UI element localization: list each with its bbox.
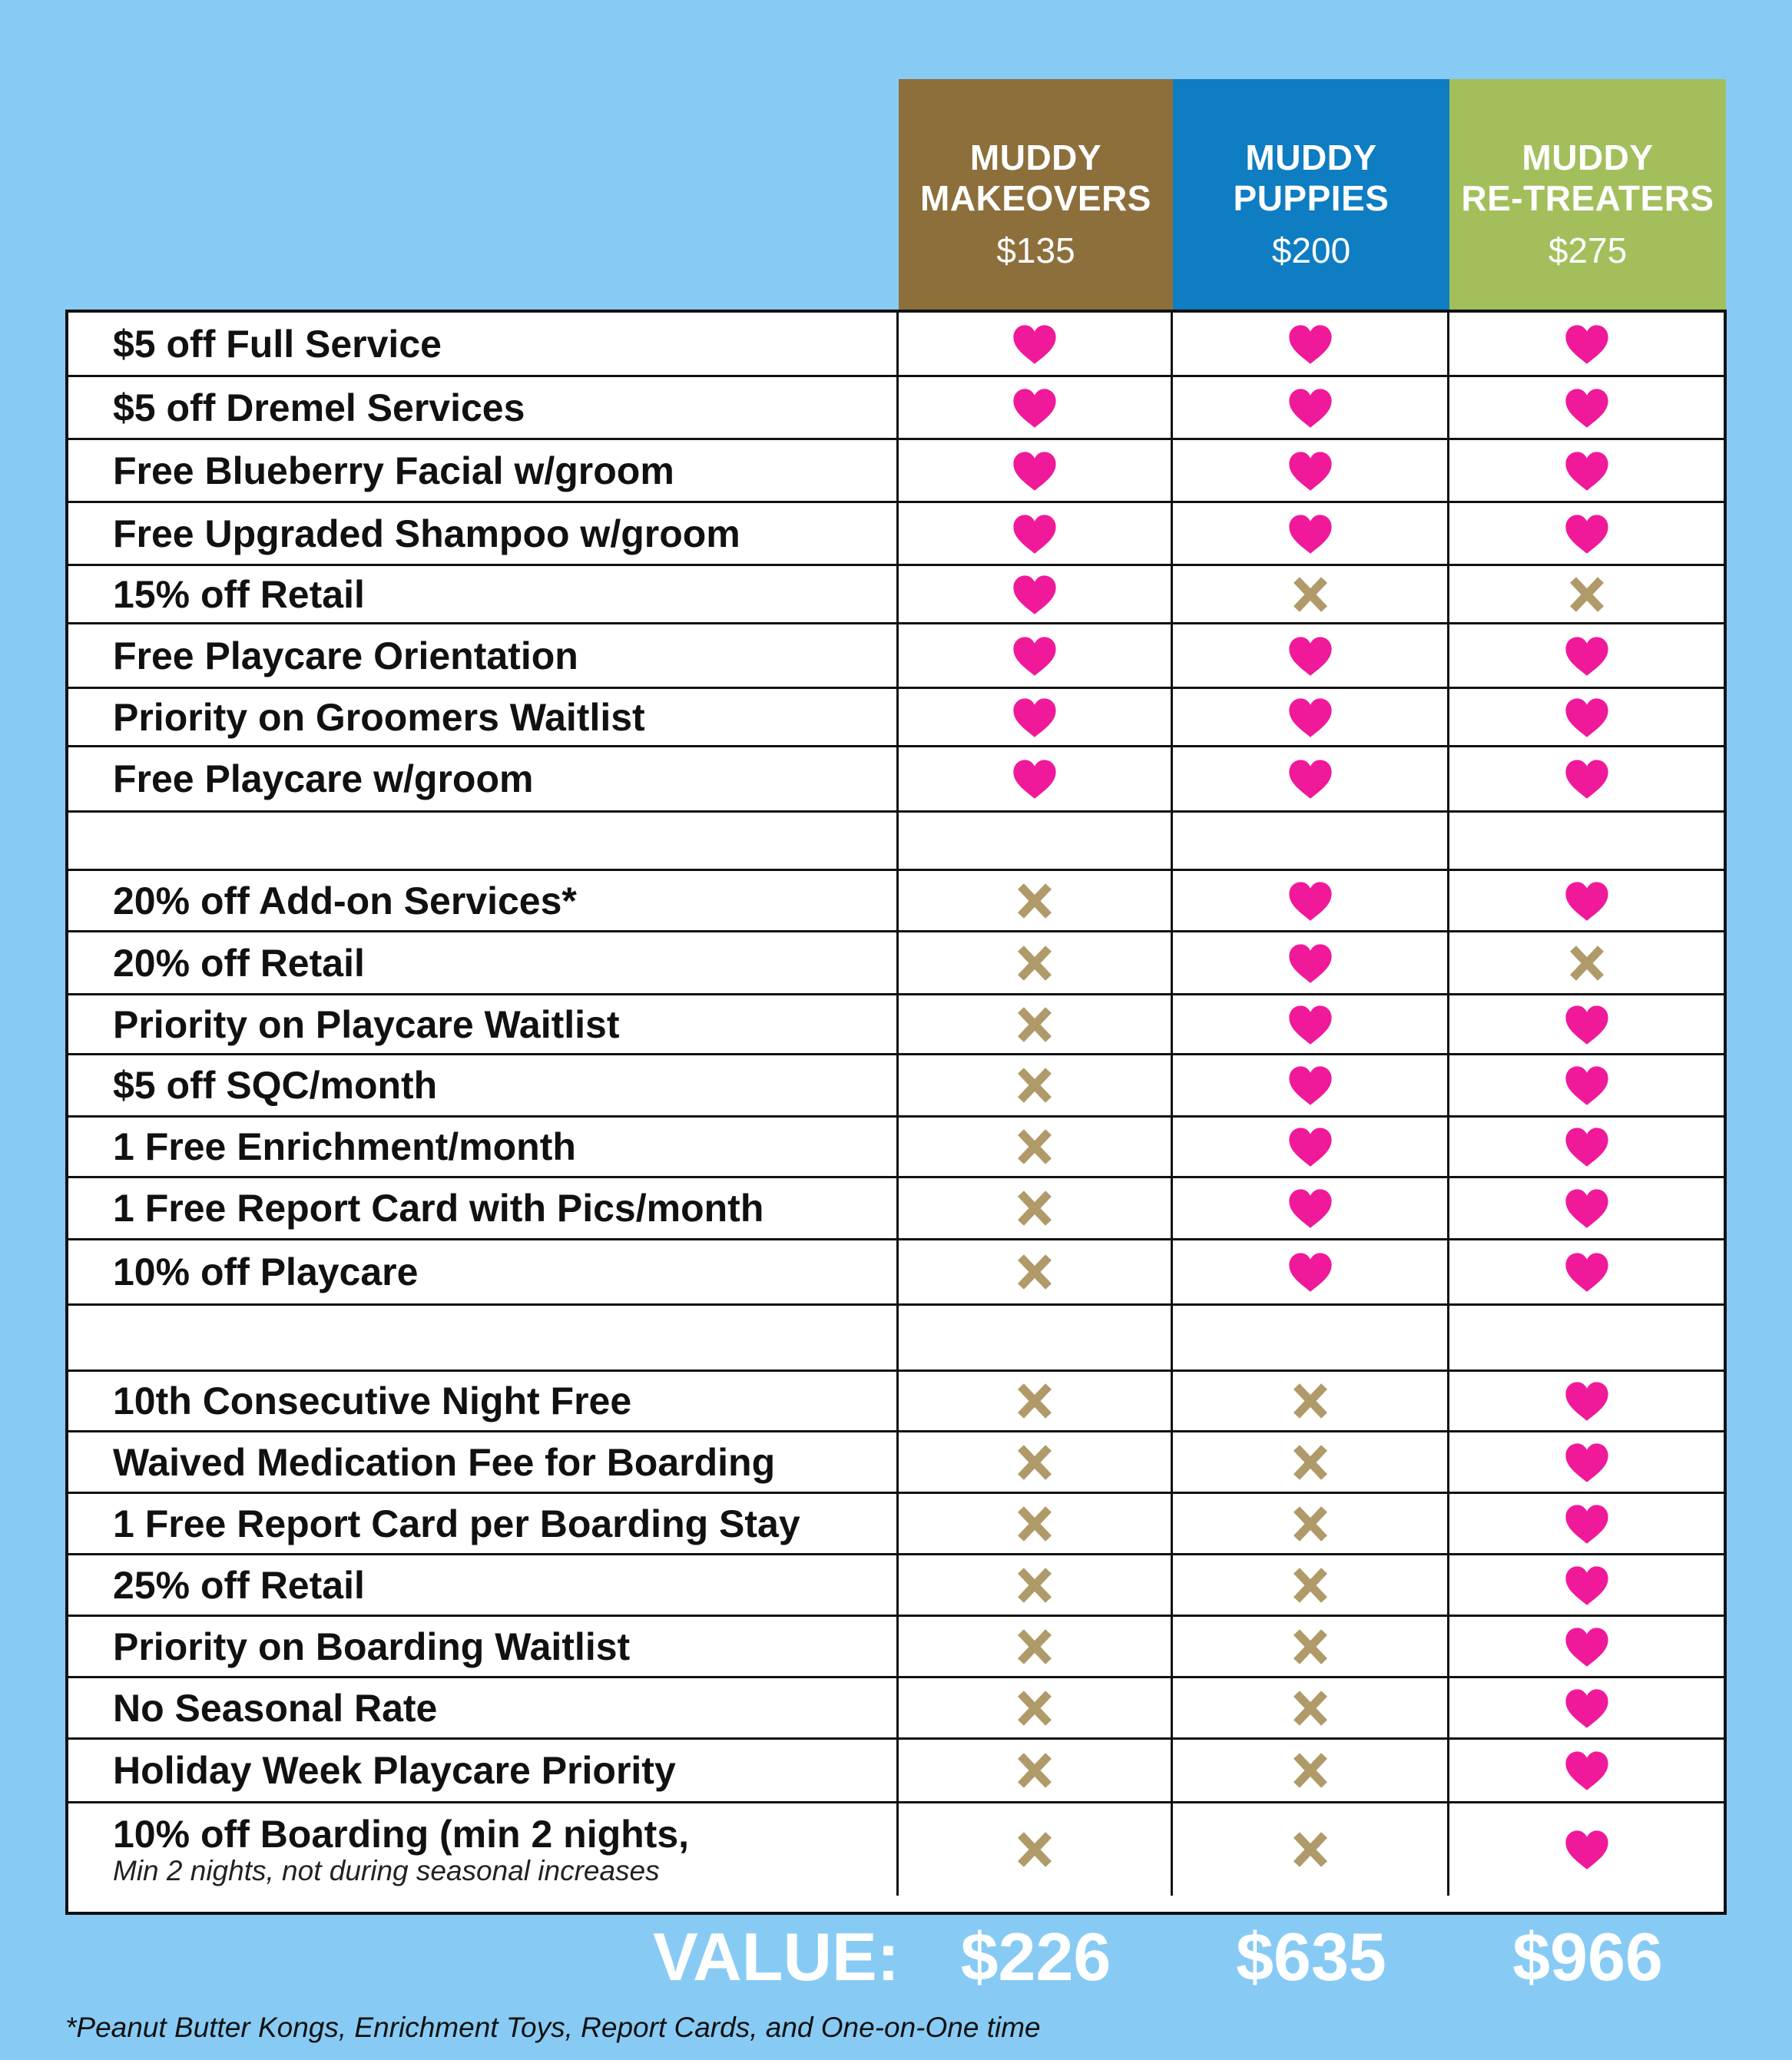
- benefit-label: 10% off Playcare: [113, 1250, 419, 1293]
- x-icon: [1015, 1751, 1054, 1790]
- benefit-label: $5 off Dremel Services: [113, 386, 525, 429]
- plan-cell: [899, 1178, 1173, 1238]
- heart-icon: [1287, 1126, 1333, 1167]
- plan-cell: [899, 377, 1173, 438]
- plan-cell: [1173, 566, 1449, 622]
- heart-icon: [1564, 1442, 1610, 1483]
- table-row: [68, 1432, 1724, 1494]
- plan-cell: [899, 624, 1173, 687]
- heart-icon: [1564, 635, 1610, 677]
- heart-icon: [1564, 1380, 1610, 1422]
- plan-price: $275: [1548, 230, 1628, 270]
- heart-icon: [1012, 450, 1058, 492]
- heart-icon: [1287, 758, 1333, 800]
- plan-cell: [1173, 440, 1449, 501]
- x-icon: [1015, 1128, 1054, 1166]
- plan-cell: [1173, 1055, 1449, 1115]
- table-row: [68, 377, 1724, 440]
- plan-name-line2: PUPPIES: [1233, 178, 1390, 218]
- benefit-label: Free Upgraded Shampoo w/groom: [113, 512, 740, 555]
- plan-cell: [899, 313, 1173, 375]
- x-icon: [1568, 575, 1606, 614]
- heart-icon: [1564, 1503, 1610, 1545]
- benefit-label: Free Playcare Orientation: [113, 634, 578, 677]
- heart-icon: [1564, 758, 1610, 800]
- benefit-label: 20% off Add-on Services*: [113, 879, 577, 922]
- x-icon: [1291, 1505, 1330, 1543]
- plan-cell: [1449, 377, 1724, 438]
- benefit-label-cell: [68, 747, 899, 810]
- plan-cell: [1173, 1617, 1449, 1676]
- benefit-label: Waived Medication Fee for Boarding: [113, 1440, 776, 1484]
- plan-cell: [1449, 566, 1724, 622]
- table-row: [68, 1240, 1724, 1306]
- plan-header-puppies: [1173, 79, 1449, 314]
- plan-cell: [899, 932, 1173, 993]
- table-row: [68, 624, 1724, 689]
- spacer-row: [68, 1306, 1724, 1372]
- benefit-label-cell: [68, 1372, 899, 1430]
- plan-cell: [1173, 377, 1449, 438]
- heart-icon: [1012, 758, 1058, 800]
- x-icon: [1291, 1443, 1330, 1482]
- plan-cell: [1173, 1118, 1449, 1176]
- heart-icon: [1012, 635, 1058, 677]
- benefit-label: 25% off Retail: [113, 1563, 365, 1607]
- x-icon: [1291, 1382, 1330, 1420]
- table-row: [68, 1118, 1724, 1178]
- plan-name: [899, 137, 1173, 219]
- heart-icon: [1564, 697, 1610, 738]
- heart-icon: [1564, 1187, 1610, 1229]
- benefit-label: 1 Free Report Card with Pics/month: [113, 1187, 764, 1230]
- plan-cell: [1173, 1178, 1449, 1238]
- plan-cell: [1449, 1740, 1724, 1801]
- heart-icon: [1012, 387, 1058, 429]
- x-icon: [1291, 1830, 1330, 1869]
- plan-cell: [1449, 1118, 1724, 1176]
- benefit-label-cell: [68, 689, 899, 745]
- plan-cell: [1173, 1555, 1449, 1615]
- x-icon: [1015, 882, 1054, 920]
- heart-icon: [1564, 880, 1610, 922]
- table-row: [68, 566, 1724, 624]
- plan-cell: [1449, 440, 1724, 501]
- heart-icon: [1564, 1251, 1610, 1293]
- heart-icon: [1012, 513, 1058, 555]
- plan-cell: [1449, 1432, 1724, 1492]
- benefit-label: 10th Consecutive Night Free: [113, 1379, 632, 1422]
- benefit-label-cell: [68, 503, 899, 564]
- plan-price: $200: [1271, 230, 1351, 270]
- heart-icon: [1012, 697, 1058, 738]
- table-row: [68, 747, 1724, 813]
- plan-cell: [1449, 1240, 1724, 1303]
- benefit-label-cell: [68, 1306, 899, 1369]
- plan-header-makeovers: [899, 79, 1173, 314]
- plan-cell: [1449, 624, 1724, 687]
- plan-cell: [1173, 1432, 1449, 1492]
- benefit-label: 1 Free Report Card per Boarding Stay: [113, 1502, 800, 1545]
- x-icon: [1015, 1443, 1054, 1482]
- heart-icon: [1287, 880, 1333, 922]
- plan-cell: [1449, 1494, 1724, 1553]
- benefit-label-cell: [68, 1055, 899, 1115]
- plan-cell: [1449, 1555, 1724, 1615]
- table-row: [68, 1494, 1724, 1555]
- heart-icon: [1564, 1750, 1610, 1791]
- plan-price: $135: [996, 230, 1075, 270]
- plan-cell: [899, 1803, 1173, 1896]
- heart-icon: [1564, 1065, 1610, 1106]
- plan-name-line2: RE-TREATERS: [1461, 178, 1714, 218]
- x-icon: [1015, 1689, 1054, 1727]
- benefit-label: Priority on Boarding Waitlist: [113, 1624, 631, 1668]
- benefit-label-cell: [68, 995, 899, 1053]
- plan-cell: [1173, 1240, 1449, 1303]
- benefit-label: No Seasonal Rate: [113, 1686, 438, 1730]
- heart-icon: [1287, 513, 1333, 555]
- table-row: [68, 313, 1724, 377]
- benefit-label-cell: [68, 932, 899, 993]
- heart-icon: [1287, 942, 1333, 984]
- plan-cell: [1449, 871, 1724, 930]
- benefit-sublabel: Min 2 nights, not during seasonal increases: [113, 1855, 660, 1886]
- x-icon: [1291, 1566, 1330, 1605]
- plan-name-line2: MAKEOVERS: [920, 178, 1151, 218]
- x-icon: [1015, 1505, 1054, 1543]
- plan-name: [1173, 137, 1449, 219]
- footnote: *Peanut Butter Kongs, Enrichment Toys, Report Cards, and One-on-One time: [65, 2012, 1041, 2043]
- benefit-label: Priority on Groomers Waitlist: [113, 695, 645, 739]
- plan-cell: [1173, 624, 1449, 687]
- table-row: [68, 503, 1724, 566]
- plan-cell: [1173, 995, 1449, 1053]
- plan-cell: [1449, 503, 1724, 564]
- plan-cell: [899, 1240, 1173, 1303]
- plan-cell: [899, 995, 1173, 1053]
- x-icon: [1568, 944, 1606, 982]
- x-icon: [1291, 1628, 1330, 1666]
- benefit-label: 10% off Boarding (min 2 nights,: [113, 1813, 690, 1856]
- x-icon: [1015, 1628, 1054, 1666]
- heart-icon: [1287, 1251, 1333, 1293]
- plan-cell: [899, 747, 1173, 810]
- table-row: [68, 1555, 1724, 1617]
- table-row: [68, 1740, 1724, 1803]
- benefit-label-cell: [68, 1803, 899, 1896]
- plan-cell: [1449, 995, 1724, 1053]
- plan-cell: [1449, 1178, 1724, 1238]
- plan-cell: [899, 440, 1173, 501]
- benefit-label-cell: [68, 1178, 899, 1238]
- table-row: [68, 440, 1724, 503]
- heart-icon: [1287, 1065, 1333, 1106]
- heart-icon: [1564, 1626, 1610, 1668]
- benefit-label-cell: [68, 1678, 899, 1737]
- heart-icon: [1012, 323, 1058, 365]
- benefit-label: $5 off SQC/month: [113, 1064, 438, 1107]
- table-row: [68, 1617, 1724, 1678]
- heart-icon: [1287, 323, 1333, 365]
- plan-cell: [899, 1055, 1173, 1115]
- heart-icon: [1564, 450, 1610, 492]
- benefit-label-cell: [68, 1555, 899, 1615]
- plan-cell: [1173, 313, 1449, 375]
- x-icon: [1015, 944, 1054, 982]
- plan-cell: [1173, 1306, 1449, 1369]
- x-icon: [1015, 1005, 1054, 1044]
- benefit-label-cell: [68, 440, 899, 501]
- x-icon: [1015, 1830, 1054, 1869]
- value-puppies: $635: [1236, 1919, 1386, 1995]
- plan-cell: [1173, 932, 1449, 993]
- x-icon: [1015, 1189, 1054, 1227]
- table-row: [68, 932, 1724, 995]
- benefits-comparison-table: [65, 310, 1727, 1915]
- heart-icon: [1287, 697, 1333, 738]
- benefit-label-cell: [68, 1240, 899, 1303]
- plan-cell: [899, 1555, 1173, 1615]
- plan-cell: [899, 1740, 1173, 1801]
- benefit-label: Holiday Week Playcare Priority: [113, 1749, 676, 1792]
- heart-icon: [1287, 635, 1333, 677]
- table-row: [68, 1803, 1724, 1896]
- plan-cell: [1449, 1372, 1724, 1430]
- plan-cell: [1449, 689, 1724, 745]
- plan-cell: [899, 813, 1173, 869]
- benefit-label-cell: [68, 1118, 899, 1176]
- heart-icon: [1287, 1004, 1333, 1045]
- plan-name-line1: MUDDY: [969, 137, 1102, 177]
- plan-cell: [1449, 932, 1724, 993]
- table-row: [68, 871, 1724, 932]
- benefit-label: Priority on Playcare Waitlist: [113, 1002, 620, 1046]
- plan-cell: [1173, 1494, 1449, 1553]
- plan-cell: [899, 1617, 1173, 1676]
- heart-icon: [1564, 1829, 1610, 1870]
- plan-cell: [1173, 503, 1449, 564]
- benefit-label-cell: [68, 313, 899, 375]
- x-icon: [1015, 1253, 1054, 1291]
- value-label: VALUE:: [653, 1919, 900, 1995]
- heart-icon: [1564, 513, 1610, 555]
- benefit-label-cell: [68, 1494, 899, 1553]
- benefit-label-cell: [68, 566, 899, 622]
- plan-name: [1449, 137, 1726, 219]
- benefit-label: $5 off Full Service: [113, 322, 442, 366]
- x-icon: [1291, 1751, 1330, 1790]
- plan-name-line1: MUDDY: [1522, 137, 1654, 177]
- benefit-label-cell: [68, 871, 899, 930]
- plan-cell: [1173, 1372, 1449, 1430]
- benefit-label: 15% off Retail: [113, 572, 365, 616]
- plan-cell: [899, 1494, 1173, 1553]
- heart-icon: [1287, 387, 1333, 429]
- x-icon: [1015, 1566, 1054, 1605]
- plan-cell: [1449, 313, 1724, 375]
- plan-header-retreaters: [1449, 79, 1726, 314]
- heart-icon: [1564, 1126, 1610, 1167]
- heart-icon: [1564, 1004, 1610, 1045]
- plan-cell: [1173, 813, 1449, 869]
- plan-cell: [899, 1372, 1173, 1430]
- value-makeovers: $226: [960, 1919, 1111, 1995]
- plan-cell: [899, 1678, 1173, 1737]
- x-icon: [1291, 1689, 1330, 1727]
- benefit-label-cell: [68, 813, 899, 869]
- benefit-label: Free Blueberry Facial w/groom: [113, 449, 674, 492]
- heart-icon: [1564, 1565, 1610, 1606]
- plan-cell: [1173, 1678, 1449, 1737]
- plan-cell: [899, 566, 1173, 622]
- heart-icon: [1287, 450, 1333, 492]
- plan-cell: [1173, 1740, 1449, 1801]
- plan-cell: [899, 689, 1173, 745]
- plan-cell: [1449, 1055, 1724, 1115]
- plan-cell: [1173, 871, 1449, 930]
- benefit-label-cell: [68, 377, 899, 438]
- x-icon: [1291, 575, 1330, 614]
- value-retreaters: $966: [1512, 1919, 1663, 1995]
- plan-cell: [1449, 1803, 1724, 1896]
- plan-cell: [899, 1432, 1173, 1492]
- plan-cell: [1449, 813, 1724, 869]
- table-row: [68, 995, 1724, 1055]
- table-row: [68, 1678, 1724, 1740]
- plan-cell: [1449, 1306, 1724, 1369]
- heart-icon: [1564, 323, 1610, 365]
- heart-icon: [1564, 387, 1610, 429]
- plan-name-line1: MUDDY: [1245, 137, 1377, 177]
- plan-cell: [1173, 747, 1449, 810]
- plan-cell: [899, 1118, 1173, 1176]
- table-row: [68, 1178, 1724, 1240]
- benefit-label: 1 Free Enrichment/month: [113, 1125, 576, 1168]
- table-row: [68, 1055, 1724, 1118]
- table-row: [68, 1372, 1724, 1432]
- plan-cell: [899, 1306, 1173, 1369]
- heart-icon: [1564, 1687, 1610, 1729]
- x-icon: [1015, 1066, 1054, 1105]
- benefit-label: Free Playcare w/groom: [113, 757, 534, 800]
- plan-cell: [899, 871, 1173, 930]
- benefit-label: 20% off Retail: [113, 941, 365, 985]
- plan-cell: [1173, 689, 1449, 745]
- plan-cell: [1449, 1678, 1724, 1737]
- benefit-label-cell: [68, 1432, 899, 1492]
- benefit-label-cell: [68, 1740, 899, 1801]
- plan-cell: [899, 503, 1173, 564]
- x-icon: [1015, 1382, 1054, 1420]
- plan-cell: [1449, 1617, 1724, 1676]
- heart-icon: [1012, 574, 1058, 615]
- benefit-label-cell: [68, 1617, 899, 1676]
- plan-cell: [1173, 1803, 1449, 1896]
- table-row: [68, 689, 1724, 747]
- plan-cell: [1449, 747, 1724, 810]
- benefit-label-cell: [68, 624, 899, 687]
- spacer-row: [68, 813, 1724, 871]
- heart-icon: [1287, 1187, 1333, 1229]
